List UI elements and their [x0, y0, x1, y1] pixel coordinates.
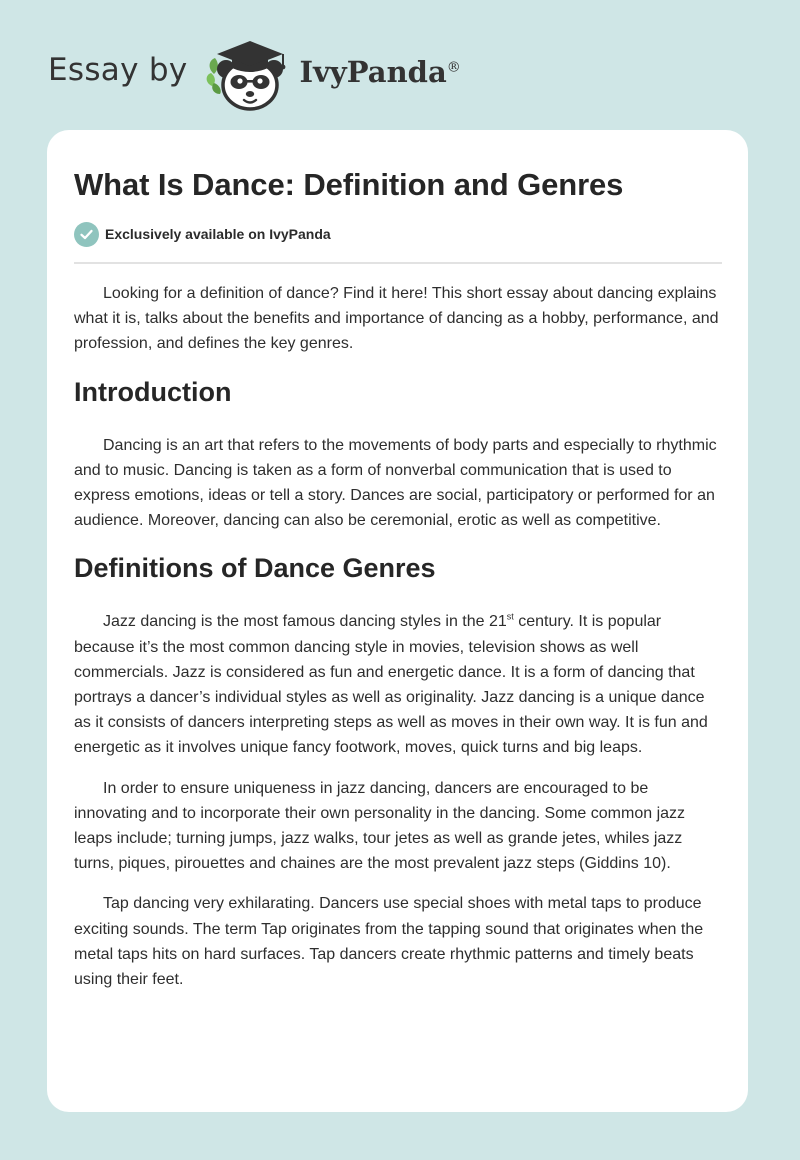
page-title: What Is Dance: Definition and Genres [74, 167, 624, 202]
brand-header [48, 34, 461, 114]
jazz-uniqueness-paragraph: In order to ensure uniqueness in jazz dancing, dancers are encouraged to be innovating and to incorporate their own personality in the dancing. Some common jazz leaps include; turning jumps, jazz walks, tour jetes as well as grande jetes, whiles jazz turns, piques, pirouettes and chaines are the most prevalent jazz steps (Giddins 10). [74, 779, 686, 873]
section-heading-dance-genres: Definitions of Dance Genres [74, 553, 436, 584]
intro-paragraph: Looking for a definition of dance? Find it here! This short essay about dancing explains what it is, talks about the benefits and importance of dancing as a hobby, performance, and profession, and defines the key genres. [74, 285, 719, 353]
title-divider [74, 262, 722, 264]
exclusive-badge-label: Exclusively available on IvyPanda [105, 226, 331, 242]
brand-name: IvyPanda® [299, 55, 461, 89]
panda-graduate-icon [202, 34, 298, 114]
brand-prefix: Essay by [48, 52, 188, 88]
essay-card [47, 130, 748, 1112]
tap-dancing-paragraph: Tap dancing very exhilarating. Dancers use special shoes with metal taps to produce exciting sounds. The term Tap originates from the tapping sound that originates when the metal taps hits on hard surfaces. Tap dancers create rhythmic patterns and timely beats using their feet. [74, 895, 704, 989]
check-circle-icon [74, 222, 99, 247]
ordinal-suffix: st [506, 612, 514, 623]
introduction-paragraph: Dancing is an art that refers to the movements of body parts and especially to rhythmic and to music. Dancing is taken as a form of nonverbal communication that is used to express emotions, ideas or tell a story. Dances are social, participatory or performed for an audience. Moreover, dancing can also be ceremonial, erotic as well as competitive. [74, 436, 717, 530]
trademark-symbol: ® [446, 59, 461, 76]
exclusive-badge [74, 221, 722, 247]
section-heading-introduction: Introduction [74, 376, 232, 407]
jazz-paragraph: Jazz dancing is the most famous dancing styles in the 21st century. It is popular because it’s the most common dancing style in movies, television shows as well commercials. Jazz is considered as fun and energetic dance. It is a form of dancing that portrays a dancer’s individual styles as well as originality. Jazz dancing is a unique dance as it consists of dancers interpreting steps as well as moves in their own way. It is fun and energetic as it involves unique fancy footwork, moves, quick turns and big leaps. [74, 612, 708, 757]
